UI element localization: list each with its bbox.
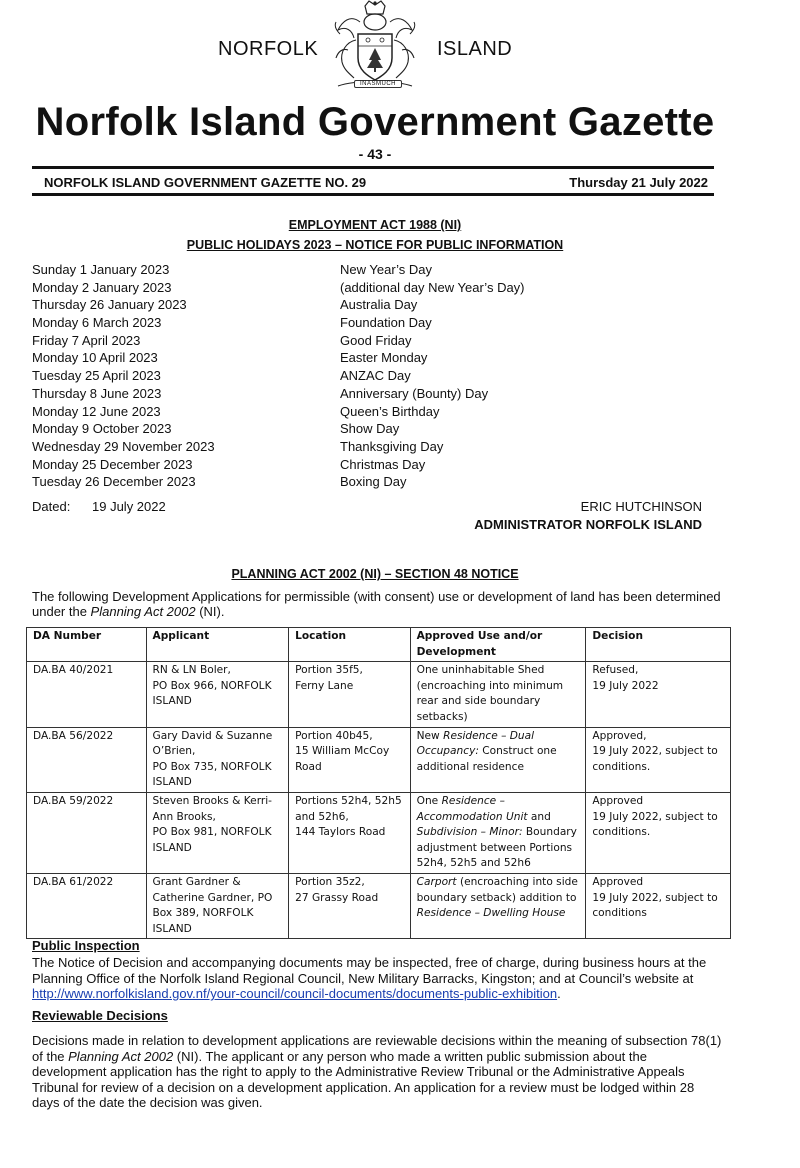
cell-line: 19 July 2022, subject to conditions. [592,810,718,839]
cell-applicant [146,662,289,727]
use-text: One uninhabitable Shed (encroaching into minimum rear and side boundary setbacks) [416,664,564,723]
table-body [27,662,731,939]
cell-line: Approved [592,794,644,807]
cell-applicant [146,792,289,873]
cell-line: PO Box 966, NORFOLK ISLAND [152,679,272,708]
use-text: Construct one additional residence [416,745,557,773]
public-exhibition-link[interactable]: http://www.norfolkisland.gov.nf/your-council/council-documents/documents-public-exhibition [32,986,558,1001]
cell-applicant [146,873,289,938]
holiday-name: Australia Day [340,297,418,313]
signer-title: ADMINISTRATOR NORFOLK ISLAND [474,517,702,532]
cell-line: Grant Gardner & Catherine Gardner, PO Box 389, NORFOLK ISLAND [152,875,273,935]
holiday-row [32,457,722,475]
holiday-row [32,421,722,439]
cell-line: 19 July 2022 [592,679,659,692]
cell-line: 19 July 2022, subject to conditions [592,891,718,920]
reviewable-decisions-heading: Reviewable Decisions [32,1008,168,1023]
issue-label: NORFOLK ISLAND GOVERNMENT GAZETTE NO. 29 [44,175,367,190]
public-holidays-subheading: PUBLIC HOLIDAYS 2023 – NOTICE FOR PUBLIC INFORMATION [186,238,564,252]
cell-line: 144 Taylors Road [295,826,386,839]
planning-intro [32,589,722,619]
cell-approved-use [410,727,586,792]
use-text: Subdivision – Minor: [416,826,523,839]
holiday-date: Thursday 26 January 2023 [32,297,187,313]
holiday-name: Easter Monday [340,350,428,366]
use-text: Carport [416,875,457,888]
cell-location [289,727,411,792]
issue-date: Thursday 21 July 2022 [569,175,708,190]
cell-line: 27 Grassy Road [295,891,379,904]
cell-line: Portion 40b45, [295,729,373,742]
gazette-title: Norfolk Island Government Gazette [35,100,715,144]
holiday-date: Monday 25 December 2023 [32,456,193,472]
column-header-applicant: Applicant [146,628,289,662]
cell-line: Approved [592,875,644,888]
cell-line: Portion 35z2, [295,875,365,888]
page-number: - 43 - [358,146,392,162]
reviewable-act: Planning Act 2002 [68,1048,174,1064]
holiday-name: ANZAC Day [340,368,411,384]
planning-act-heading: PLANNING ACT 2002 (NI) – SECTION 48 NOTICE [231,567,519,581]
column-header-approved-use: Approved Use and/or Development [410,628,586,662]
planning-intro-text-end: (NI). [195,604,225,619]
cell-line: Ferny Lane [295,679,354,692]
reviewable-body-1: Decisions made in relation to development applications are reviewable decisions within the meaning of subsection 78(1) of the [32,1033,722,1064]
holiday-row [32,333,722,351]
issue-bar [44,175,708,190]
holiday-name: Anniversary (Bounty) Day [340,385,489,401]
column-header-da-number: DA Number [27,628,147,662]
column-header-decision: Decision [586,628,731,662]
cell-line: Portions 52h4, 52h5 and 52h6, [295,794,402,823]
planning-intro-text: The following Development Applications for permissible (with consent) use or development of land has been determined under the [32,589,721,619]
cell-line: Approved, [592,729,647,742]
holiday-row [32,474,722,492]
signer-name: ERIC HUTCHINSON [580,499,702,514]
dated-line [32,499,166,514]
cell-approved-use [410,873,586,938]
cell-da-number [27,873,147,938]
cell-line: Refused, [592,664,639,677]
public-inspection-body: The Notice of Decision and accompanying documents may be inspected, free of charge, during business hours at the Planning Office of the Norfolk Island Regional Council, New Military Barracks, Kingston; and at Council’s website at [32,955,707,986]
cell-decision [586,792,731,873]
employment-act-heading: EMPLOYMENT ACT 1988 (NI) [288,218,462,232]
header-rule-top [32,166,714,169]
public-inspection-text [32,955,722,1002]
use-text: and [527,810,551,823]
dated-label: Dated: [32,499,71,514]
masthead [0,0,800,100]
table-row [27,662,731,727]
cell-applicant [146,727,289,792]
cell-line: Portion 35f5, [295,664,363,677]
holiday-name: Christmas Day [340,456,426,472]
cell-location [289,873,411,938]
holiday-date: Friday 7 April 2023 [32,332,141,348]
holiday-date: Monday 12 June 2023 [32,403,161,419]
use-text: Residence – Dwelling House [416,907,566,920]
cell-line: 19 July 2022, subject to conditions. [592,745,718,773]
holiday-date: Wednesday 29 November 2023 [32,438,215,454]
signature-block [474,499,702,532]
table-row [27,873,731,938]
holiday-row [32,368,722,386]
cell-line: Steven Brooks & Kerri-Ann Brooks, [152,794,272,823]
holiday-date: Monday 9 October 2023 [32,421,172,437]
holiday-row [32,386,722,404]
crest-motto: INASMUCH [354,80,402,88]
reviewable-decisions-text [32,1033,722,1111]
use-text: (encroaching into side boundary setback) addition to [416,875,578,904]
holiday-name: Boxing Day [340,474,407,490]
holiday-row [32,350,722,368]
cell-approved-use [410,662,586,727]
use-text: Residence – Accommodation Unit [416,794,528,823]
da-number: DA.BA 56/2022 [33,729,114,742]
holiday-row [32,280,722,298]
cell-approved-use [410,792,586,873]
holiday-name: Show Day [340,421,400,437]
dated-value: 19 July 2022 [92,499,166,514]
reviewable-body-2: (NI). The applicant or any person who made a written public submission about the development application has the right to apply to the Administrative Review Tribunal or the Administrative Appeals Tribunal for review of a decision on a development application. An application for a review must be lodged within 28 days of the date the decision was given. [32,1048,695,1110]
cell-decision [586,727,731,792]
holiday-date: Sunday 1 January 2023 [32,262,170,277]
cell-line: PO Box 981, NORFOLK ISLAND [152,826,272,854]
holiday-row [32,262,722,280]
public-inspection-heading: Public Inspection [32,938,140,953]
holiday-row [32,439,722,457]
da-number: DA.BA 61/2022 [33,875,114,888]
use-text: One [416,794,442,807]
public-inspection-end: . [557,986,561,1001]
cell-line: Gary David & Suzanne O’Brien, [152,729,273,758]
cell-da-number [27,662,147,727]
cell-da-number [27,727,147,792]
holiday-name: New Year’s Day [340,262,433,277]
holiday-date: Monday 2 January 2023 [32,279,172,295]
holiday-name: Queen’s Birthday [340,403,440,419]
column-header-location: Location [289,628,411,662]
holiday-row [32,404,722,422]
cell-line: PO Box 735, NORFOLK ISLAND [152,760,272,789]
da-number: DA.BA 40/2021 [33,664,114,677]
cell-line: RN & LN Boler, [152,664,231,677]
table-row [27,727,731,792]
planning-intro-act: Planning Act 2002 [90,604,196,619]
cell-decision [586,662,731,727]
masthead-left-word: NORFOLK [218,38,319,60]
da-number: DA.BA 59/2022 [33,794,114,807]
cell-location [289,662,411,727]
holiday-row [32,315,722,333]
holiday-name: Thanksgiving Day [340,438,444,454]
use-text: New [416,729,444,742]
masthead-right-word: ISLAND [437,38,513,60]
holiday-row [32,297,722,315]
use-text: Residence – Dual Occupancy: [416,729,535,758]
cell-da-number [27,792,147,873]
cell-location [289,792,411,873]
holiday-name: (additional day New Year’s Day) [340,279,525,295]
holiday-date: Tuesday 25 April 2023 [32,368,161,384]
holiday-date: Thursday 8 June 2023 [32,385,162,401]
holiday-name: Good Friday [340,332,412,348]
table-header-row [27,628,731,662]
table-row [27,792,731,873]
cell-line: 15 William McCoy Road [295,745,390,773]
holiday-date: Tuesday 26 December 2023 [32,474,196,490]
holiday-date: Monday 10 April 2023 [32,350,158,366]
development-applications-table [26,627,731,939]
use-text: Boundary adjustment between Portions 52h4, 52h5 and 52h6 [416,826,577,870]
holiday-date: Monday 6 March 2023 [32,315,162,331]
holiday-list [32,262,722,492]
holiday-name: Foundation Day [340,315,432,331]
cell-decision [586,873,731,938]
header-rule-bottom [32,193,714,196]
